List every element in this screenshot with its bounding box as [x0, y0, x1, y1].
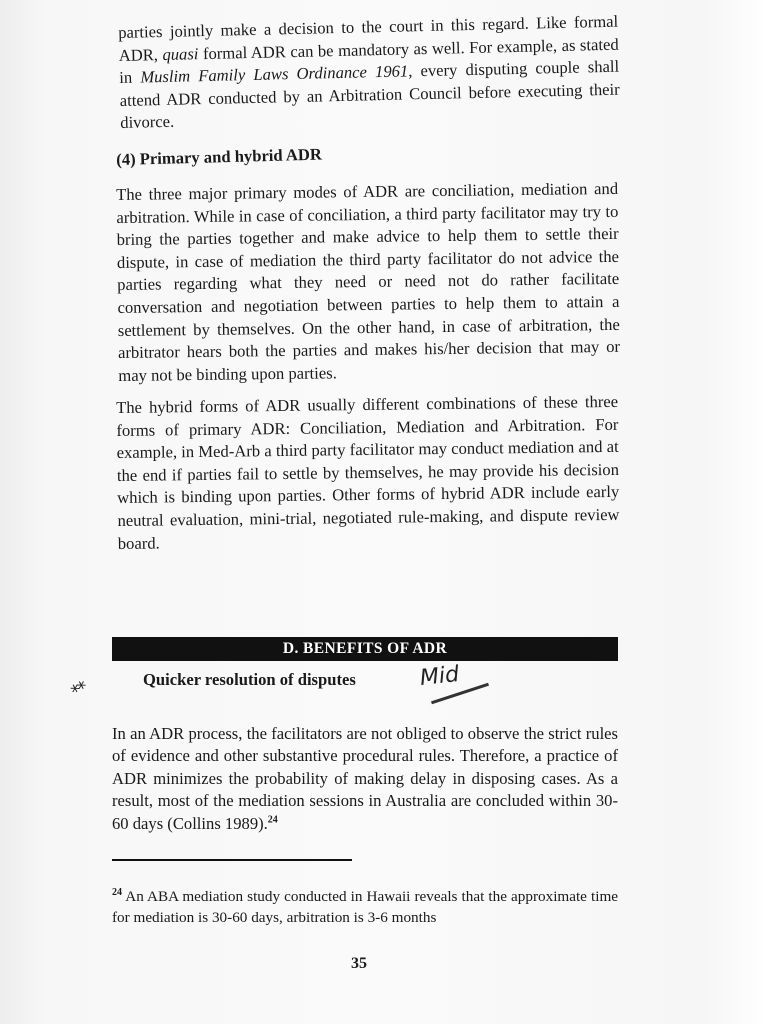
text-line: parties jointly make a decision to the court in this regard. Like	[118, 12, 567, 42]
text-line: disputing couple shall attend ADR conducted by an Arbitration	[119, 56, 620, 110]
paragraph-formal-adr	[118, 11, 620, 135]
paragraph-quicker-resolution	[112, 723, 618, 836]
text-line: formal ADR,	[118, 11, 619, 65]
text-line: example, as stated in	[119, 34, 619, 88]
text-line: formal ADR can be mandatory as well. For	[198, 37, 493, 63]
section-heading-primary-hybrid: (4) Primary and hybrid ADR	[116, 144, 323, 169]
handwritten-mark: **	[67, 677, 91, 704]
section-title-benefits: D. BENEFITS OF ADR	[112, 637, 618, 661]
italic-term: quasi	[162, 43, 199, 64]
italic-citation: Muslim Family Laws Ordinance 1961	[140, 61, 409, 87]
paragraph-hybrid-forms: The hybrid forms of ADR usually different combinations of these three forms of primary ADR: Conciliation, Mediation and Arbitration. For example, in Med-Arb a third party facilitator may conduct mediation and at the end if parties fail to settle by themselves, he may provide his decision which is binding upon parties. Other forms of hybrid ADR include early neutral evaluation, mini-trial, negotiated rule-making, and dispute review board.	[116, 391, 620, 553]
footnote-divider	[112, 859, 352, 861]
paragraph-text: In an ADR process, the facilitators are not obliged to observe the strict rules of evidence and other substantive procedural rules. Therefore, a practice of ADR minimizes the probability of making delay in disposing cases. As a result, most of the mediation sessions in Australia are concluded within 30-60 days (Collins 1989).	[112, 723, 618, 833]
page-number: 35	[351, 955, 367, 972]
text-line: , every	[408, 60, 458, 81]
footnote	[112, 887, 618, 928]
sub-heading-quicker-resolution: Quicker resolution of disputes	[143, 670, 356, 689]
footnote-text: An ABA mediation study conducted in Hawaii reveals that the approximate time for mediation is 30-60 days, arbitration is 3-6 months	[112, 888, 618, 926]
footnote-reference: 24	[267, 814, 278, 826]
text-line: Council before executing their divorce.	[120, 79, 620, 133]
paragraph-primary-modes: The three major primary modes of ADR are conciliation, mediation and arbitration. While in case of conciliation, a third party facilitator may try to bring the parties together and make advice to help them to settle their dispute, in case of mediation the third party facilitator do not advice the parties regarding what they need or need not do rather facilitate conversation and negotiation between parties to help them to attain a settlement by themselves. On the other hand, in case of arbitration, the arbitrator hears both the parties and makes his/her decision that may or may not be binding upon parties.	[116, 178, 621, 385]
footnote-number: 24	[112, 887, 122, 899]
main-text	[112, 11, 621, 555]
handwritten-note: Mid	[418, 662, 461, 691]
